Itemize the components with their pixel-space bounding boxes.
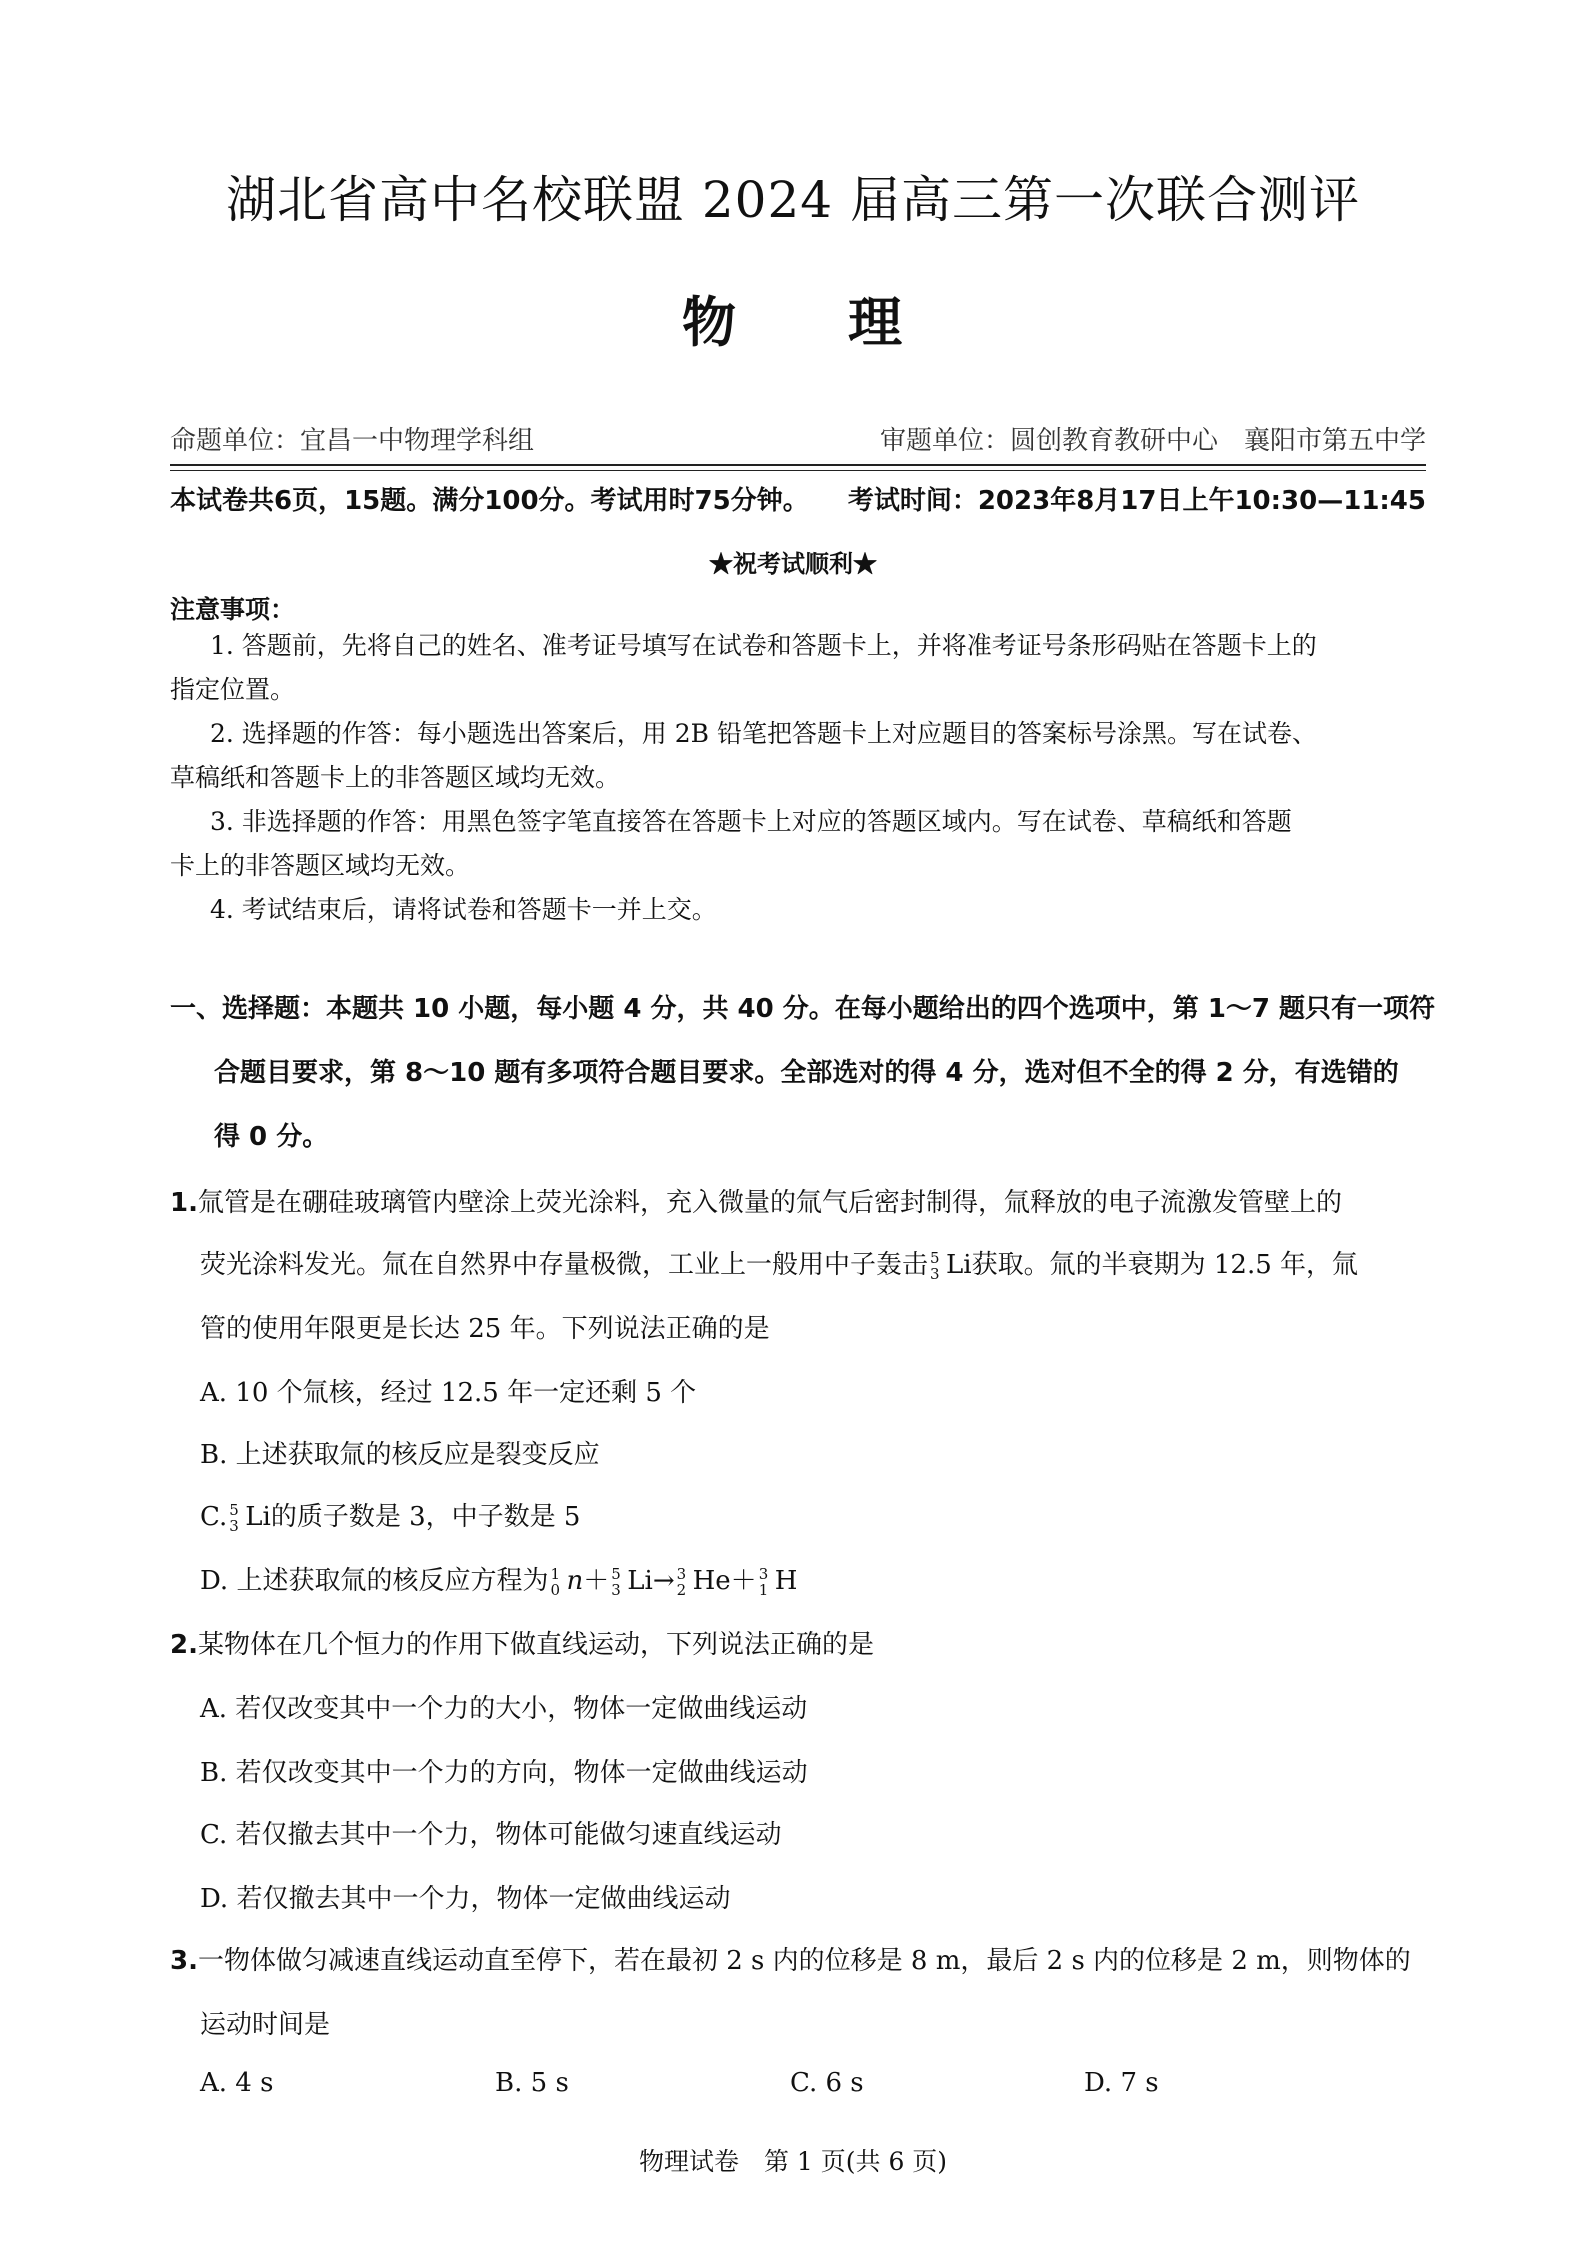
- note-3-line-2: 卡上的非答题区域均无效。: [170, 851, 471, 880]
- li-atomic-number: 3: [229, 1517, 239, 1535]
- li-mass-number: 5: [611, 1565, 621, 1583]
- question-1-option-a: A. 10 个氚核，经过 12.5 年一定还剩 5 个: [200, 1378, 697, 1408]
- blessing: ★祝考试顺利★: [709, 549, 877, 578]
- question-3-option-b: B. 5 s: [495, 2068, 569, 2098]
- li-nuclide-scripts: [227, 1503, 245, 1533]
- question-3-number: 3.: [170, 1946, 198, 1976]
- subject-char-2: 理: [848, 291, 904, 354]
- h-atomic-number: 1: [758, 1581, 769, 1599]
- question-1-line-1: [170, 1182, 1342, 1219]
- exam-time: 考试时间：2023年8月17日上午10:30—11:45: [847, 486, 1426, 516]
- h-symbol: H: [774, 1566, 798, 1596]
- reaction-arrow: →: [652, 1566, 675, 1596]
- question-3-option-d: D. 7 s: [1084, 2068, 1159, 2098]
- h-nuclide-scripts: [757, 1567, 775, 1597]
- page-footer: 物理试卷 第 1 页(共 6 页): [638, 2147, 948, 2176]
- setter-unit: 命题单位：宜昌一中物理学科组: [170, 426, 535, 456]
- note-1-line-1: 1. 答题前，先将自己的姓名、准考证号填写在试卷和答题卡上，并将准考证号条形码贴在答题卡上的: [210, 631, 1317, 660]
- question-2-number: 2.: [170, 1630, 198, 1660]
- question-1-line-2: [200, 1244, 1358, 1281]
- question-3-option-c: C. 6 s: [790, 2068, 864, 2098]
- li-atomic-number: 3: [930, 1265, 940, 1283]
- question-3-stem-1: 一物体做匀减速直线运动直至停下，若在最初 2 s 内的位移是 8 m，最后 2 s 内的位移是 2 m，则物体的: [197, 1946, 1411, 1976]
- option-c-label: C.: [200, 1502, 228, 1532]
- question-3-option-a: A. 4 s: [200, 2068, 274, 2098]
- section-1-line-1: 一、选择题：本题共 10 小题，每小题 4 分，共 40 分。在每小题给出的四个选项中，第 1～7 题只有一项符: [170, 994, 1436, 1024]
- reviewer-unit: 审题单位：圆创教育教研中心 襄阳市第五中学: [879, 426, 1426, 456]
- he-atomic-number: 2: [676, 1581, 687, 1599]
- neutron-mass-number: 1: [550, 1565, 560, 1583]
- question-1-stem-2b: 获取。氚的半衰期为 12.5 年，氚: [971, 1250, 1359, 1280]
- question-2-option-c: C. 若仅撤去其中一个力，物体可能做匀速直线运动: [200, 1820, 782, 1850]
- option-c-text: 的质子数是 3，中子数是 5: [270, 1502, 581, 1532]
- question-2-option-d: D. 若仅撤去其中一个力，物体一定做曲线运动: [200, 1884, 731, 1914]
- question-3-line-2: 运动时间是: [200, 2010, 331, 2040]
- notes-heading: 注意事项：: [170, 595, 296, 624]
- li-atomic-number: 3: [611, 1581, 621, 1599]
- question-1-option-d: [200, 1560, 797, 1597]
- li-symbol: Li: [627, 1566, 653, 1596]
- li-mass-number: 5: [229, 1501, 239, 1519]
- note-3-line-1: 3. 非选择题的作答：用黑色签字笔直接答在答题卡上对应的答题区域内。写在试卷、草稿纸和答题: [210, 807, 1292, 836]
- li-mass-number: 5: [930, 1249, 940, 1267]
- section-1-line-2: 合题目要求，第 8～10 题有多项符合题目要求。全部选对的得 4 分，选对但不全的得 2 分，有选错的: [214, 1058, 1399, 1088]
- exam-title: 湖北省高中名校联盟 2024 届高三第一次联合测评: [225, 171, 1361, 229]
- question-2-option-b: B. 若仅改变其中一个力的方向，物体一定做曲线运动: [200, 1758, 808, 1788]
- question-1-line-3: 管的使用年限更是长达 25 年。下列说法正确的是: [200, 1314, 770, 1344]
- li-symbol: Li: [245, 1502, 271, 1532]
- subject-char-1: 物: [682, 291, 738, 354]
- subject-title: [0, 280, 1586, 357]
- neutron-scripts: [548, 1567, 566, 1597]
- he-symbol: He: [692, 1566, 731, 1596]
- li-nuclide-scripts: [928, 1251, 946, 1281]
- neutron-charge-number: 0: [550, 1581, 560, 1599]
- plus-sign: ＋: [583, 1566, 610, 1596]
- he-mass-number: 3: [676, 1565, 687, 1583]
- question-2-option-a: A. 若仅改变其中一个力的大小，物体一定做曲线运动: [200, 1694, 808, 1724]
- question-1-stem-1: 氚管是在硼硅玻璃管内壁涂上荧光涂料，充入微量的氚气后密封制得，氚释放的电子流激发管壁上的: [197, 1188, 1342, 1218]
- plus-sign: ＋: [730, 1566, 757, 1596]
- option-d-text: D. 上述获取氚的核反应方程为: [200, 1566, 549, 1596]
- he-nuclide-scripts: [675, 1567, 693, 1597]
- note-2-line-2: 草稿纸和答题卡上的非答题区域均无效。: [170, 763, 621, 792]
- li-symbol: Li: [946, 1250, 972, 1280]
- note-1-line-2: 指定位置。: [170, 675, 296, 704]
- h-mass-number: 3: [758, 1565, 769, 1583]
- question-3-line-1: [170, 1940, 1411, 1977]
- question-1-number: 1.: [170, 1188, 198, 1218]
- header-rule-thin: [170, 470, 1426, 471]
- question-1-option-c: [200, 1496, 580, 1533]
- note-2-line-1: 2. 选择题的作答：每小题选出答案后，用 2B 铅笔把答题卡上对应题目的答案标号涂黑。写在试卷、: [210, 719, 1317, 748]
- li-nuclide-scripts: [609, 1567, 627, 1597]
- question-2-stem: 某物体在几个恒力的作用下做直线运动，下列说法正确的是: [197, 1630, 874, 1660]
- neutron-symbol: n: [566, 1566, 584, 1596]
- section-1-line-3: 得 0 分。: [214, 1122, 329, 1152]
- note-4: 4. 考试结束后，请将试卷和答题卡一并上交。: [210, 895, 717, 924]
- question-1-stem-2a: 荧光涂料发光。氚在自然界中存量极微，工业上一般用中子轰击: [200, 1250, 929, 1280]
- header-rule-thick: [170, 464, 1426, 466]
- question-1-option-b: B. 上述获取氚的核反应是裂变反应: [200, 1440, 600, 1470]
- question-2-stem-line: [170, 1624, 874, 1661]
- exam-info: 本试卷共6页，15题。满分100分。考试用时75分钟。: [170, 486, 809, 516]
